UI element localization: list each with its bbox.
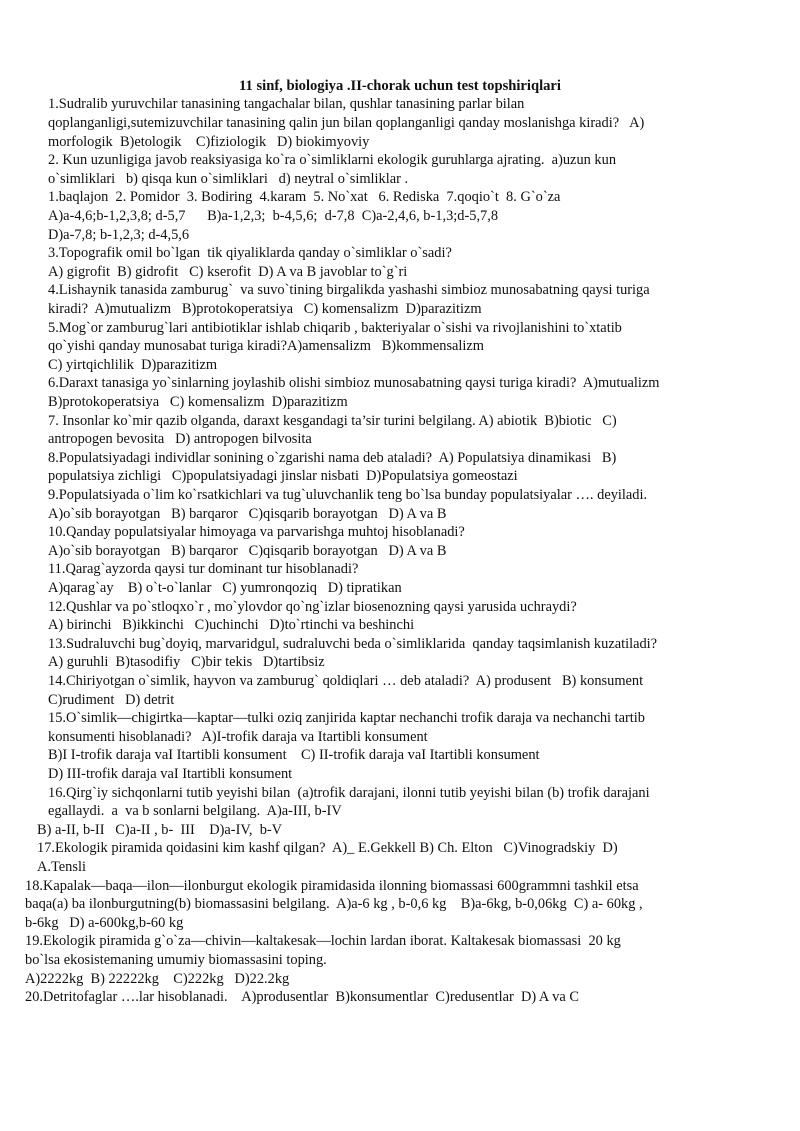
- text-line: 6.Daraxt tanasiga yo`sinlarning joylashib olishi simbioz munosabatning qaysi turiga kiradi? A)mutualizm: [48, 375, 660, 391]
- text-line: qo`yishi qanday munosabat turiga kiradi?A)amensalizm B)kommensalizm: [48, 338, 485, 354]
- text-line: C)rudiment D) detrit: [48, 692, 175, 708]
- text-line: 5.Mog`or zamburug`lari antibiotiklar ishlab chiqarib , bakteriyalar o`sishi va rivojlanishini to`xtatib: [48, 320, 622, 336]
- text-line: A)o`sib borayotgan B) barqaror C)qisqarib borayotgan D) A va B: [48, 543, 447, 559]
- text-line: b-6kg D) a-600kg,b-60 kg: [25, 915, 184, 931]
- text-line: 10.Qanday populatsiyalar himoyaga va parvarishga muhtoj hisoblanadi?: [48, 524, 465, 540]
- text-line: 3.Topografik omil bo`lgan tik qiyaliklarda qanday o`simliklar o`sadi?: [48, 245, 452, 261]
- text-line: 4.Lishaynik tanasida zamburug` va suvo`tining birgalikda yashashi simbioz munosabatning qaysi turiga: [48, 282, 650, 298]
- text-line: populatsiya zichligi C)populatsiyadagi jinslar nisbati D)Populatsiya gomeostazi: [48, 468, 518, 484]
- text-line: 1.baqlajon 2. Pomidor 3. Bodiring 4.karam 5. No`xat 6. Rediska 7.qoqio`t 8. G`o`za: [48, 189, 561, 205]
- text-line: 17.Ekologik piramida qoidasini kim kashf qilgan? A)_ E.Gekkell B) Ch. Elton C)Vinogradskiy D): [37, 840, 618, 856]
- text-line: o`simliklari b) qisqa kun o`simliklari d) neytral o`simliklar .: [48, 171, 409, 187]
- text-line: A.Tensli: [37, 859, 86, 875]
- text-line: 20.Detritofaglar ….lar hisoblanadi. A)produsentlar B)konsumentlar C)redusentlar D) A va C: [25, 989, 579, 1005]
- text-line: 8.Populatsiyadagi individlar sonining o`zgarishi nama deb ataladi? A) Populatsiya dinamikasi B): [48, 450, 617, 466]
- text-line: konsumenti hisoblanadi? A)I-trofik daraja va Itartibli konsument: [48, 729, 428, 745]
- text-line: A) gigrofit B) gidrofit C) kserofit D) A va B javoblar to`g`ri: [48, 264, 408, 280]
- text-line: 1.Sudralib yuruvchilar tanasining tangachalar bilan, qushlar tanasining parlar bilan: [48, 96, 525, 112]
- document-title: 11 sinf, biologiya .II-chorak uchun test topshiriqlari: [239, 78, 561, 94]
- text-line: 19.Ekologik piramida g`o`za—chivin—kaltakesak—lochin lardan iborat. Kaltakesak biomassasi 20 kg: [25, 933, 621, 949]
- text-line: C) yirtqichlilik D)parazitizm: [48, 357, 218, 373]
- text-line: A) birinchi B)ikkinchi C)uchinchi D)to`rtinchi va beshinchi: [48, 617, 415, 633]
- text-line: baqa(a) ba ilonburgutning(b) biomassasini belgilang. A)a-6 kg , b-0,6 kg B)a-6kg, b-0,06kg C) a- 60kg ,: [25, 896, 643, 912]
- text-line: morfologik B)etologik C)fiziologik D) biokimyoviy: [48, 134, 370, 150]
- text-line: D)a-7,8; b-1,2,3; d-4,5,6: [48, 227, 190, 243]
- text-line: A)qarag`ay B) o`t-o`lanlar C) yumronqoziq D) tipratikan: [48, 580, 402, 596]
- text-line: A)o`sib borayotgan B) barqaror C)qisqarib borayotgan D) A va B: [48, 506, 447, 522]
- text-line: B) a-II, b-II C)a-II , b- III D)a-IV, b-V: [37, 822, 283, 838]
- text-line: 12.Qushlar va po`stloqxo`r , mo`ylovdor qo`ng`izlar biosenozning qaysi yarusida uchraydi?: [48, 599, 577, 615]
- text-line: 15.O`simlik—chigirtka—kaptar—tulki oziq zanjirida kaptar nechanchi trofik daraja va nechanchi tartib: [48, 710, 645, 726]
- text-line: 11.Qarag`ayzorda qaysi tur dominant tur hisoblanadi?: [48, 561, 359, 577]
- text-line: 9.Populatsiyada o`lim ko`rsatkichlari va tug`uluvchanlik teng bo`lsa bunday populatsiyalar …. deyiladi.: [48, 487, 648, 503]
- text-line: A)2222kg B) 22222kg C)222kg D)22.2kg: [25, 971, 290, 987]
- text-line: 7. Insonlar ko`mir qazib olganda, daraxt kesgandagi ta’sir turini belgilang. A) abiotik B)biotic C): [48, 413, 617, 429]
- text-line: 2. Kun uzunligiga javob reaksiyasiga ko`ra o`simliklarni ekologik guruhlarga ajrating. a)uzun kun: [48, 152, 617, 168]
- text-line: D) III-trofik daraja vaI Itartibli konsument: [48, 766, 293, 782]
- text-line: qoplanganligi,sutemizuvchilar tanasining qalin jun bilan qoplanganligi qanday moslanishga kiradi? A): [48, 115, 645, 131]
- text-line: B)protokoperatsiya C) komensalizm D)parazitizm: [48, 394, 348, 410]
- text-line: 13.Sudraluvchi bug`doyiq, marvaridgul, sudraluvchi beda o`simliklarida qanday taqsimlanish kuzatiladi?: [48, 636, 658, 652]
- text-line: A)a-4,6;b-1,2,3,8; d-5,7 B)a-1,2,3; b-4,5,6; d-7,8 C)a-2,4,6, b-1,3;d-5,7,8: [48, 208, 499, 224]
- text-line: A) guruhli B)tasodifiy C)bir tekis D)tartibsiz: [48, 654, 325, 670]
- text-line: 14.Chiriyotgan o`simlik, hayvon va zamburug` qoldiqlari … deb ataladi? A) produsent B) konsument: [48, 673, 644, 689]
- text-line: kiradi? A)mutualizm B)protokoperatsiya C) komensalizm D)parazitizm: [48, 301, 482, 317]
- text-line: 18.Kapalak—baqa—ilon—ilonburgut ekologik piramidasida ilonning biomassasi 600grammni tashkil etsa: [25, 878, 639, 894]
- text-line: antropogen bevosita D) antropogen bilvosita: [48, 431, 312, 447]
- text-line: egallaydi. a va b sonlarni belgilang. A)a-III, b-IV: [48, 803, 342, 819]
- text-line: bo`lsa ekosistemaning umumiy biomassasini toping.: [25, 952, 327, 968]
- text-line: B)I I-trofik daraja vaI Itartibli konsument C) II-trofik daraja vaI Itartibli konsument: [48, 747, 540, 763]
- text-line: 16.Qirg`iy sichqonlarni tutib yeyishi bilan (a)trofik darajani, ilonni tutib yeyishi bilan (b) trofik darajani: [48, 785, 650, 801]
